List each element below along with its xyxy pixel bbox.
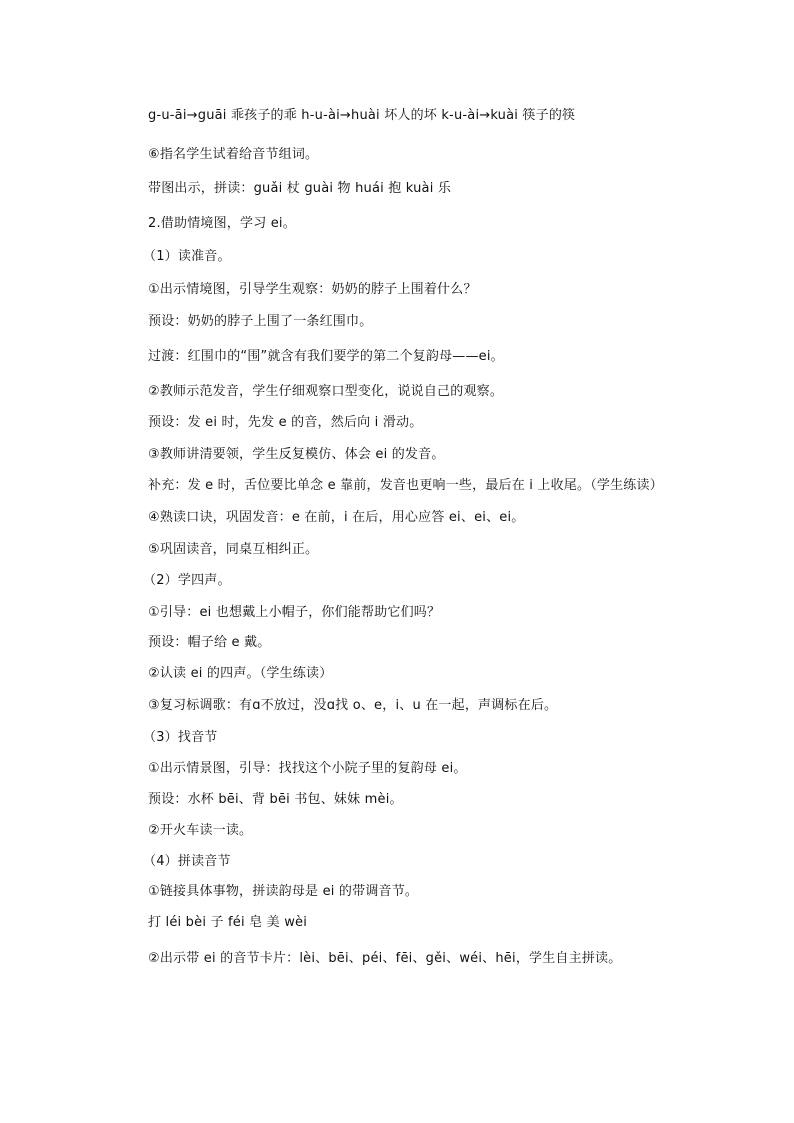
subsection-3-heading: （3）找音节 (143, 730, 218, 745)
preset-line: 预设：帽子给 e 戴。 (148, 635, 271, 650)
supplement-line: 补充：发 e 时，舌位要比单念 e 靠前，发音也更响一些，最后在 i 上收尾。（学生练读） (148, 478, 663, 493)
step-3-line: ③教师讲清要领，学生反复模仿、体会 ei 的发音。 (148, 447, 445, 462)
subsection-1-heading: （1）读准音。 (143, 249, 231, 264)
step-4-line: ④熟读口诀，巩固发音：e 在前，i 在后，用心应答 ei、ei、ei。 (148, 510, 525, 525)
preset-line: 预设：奶奶的脖子上围了一条红围巾。 (148, 314, 373, 329)
step-1-line: ①链接具体事物，拼读韵母是 ei 的带调音节。 (148, 884, 419, 899)
word-examples-line: 打 léi bèi 子 féi 皂 美 wèi (148, 915, 308, 930)
preset-line: 预设：发 ei 时，先发 e 的音，然后向 i 滑动。 (148, 415, 423, 430)
section-2-heading: 2.借助情境图，学习 ei。 (148, 216, 296, 231)
step-2-line: ②出示带 ei 的音节卡片：lèi、bēi、péi、fēi、gěi、wéi、hēi，学生自主拼读。 (148, 951, 622, 966)
transition-line: 过渡：红围巾的“围”就含有我们要学的第二个复韵母——ei。 (148, 349, 504, 364)
pinyin-example-line: g-u-āi→guāi 乖孩子的乖 h-u-ài→huài 坏人的坏 k-u-ài→kuài 筷子的筷 (148, 108, 576, 123)
step-1-line: ①出示情景图，引导：找找这个小院子里的复韵母 ei。 (148, 761, 467, 776)
subsection-4-heading: （4）拼读音节 (143, 854, 231, 869)
step-2-line: ②开火车读一读。 (148, 823, 253, 838)
step-2-line: ②教师示范发音，学生仔细观察口型变化，说说自己的观察。 (148, 384, 504, 399)
step-1-line: ①引导：ei 也想戴上小帽子，你们能帮助它们吗？ (148, 605, 441, 620)
step-2-line: ②认读 ei 的四声。（学生练读） (148, 666, 333, 681)
step-5-line: ⑤巩固读音，同桌互相纠正。 (148, 542, 319, 557)
subsection-2-heading: （2）学四声。 (143, 573, 231, 588)
step-1-line: ①出示情境图，引导学生观察：奶奶的脖子上围着什么？ (148, 282, 477, 297)
picture-reading-line: 带图出示，拼读：guǎi 杖 guài 物 huái 抱 kuài 乐 (148, 181, 452, 196)
preset-line: 预设：水杯 bēi、背 bēi 书包、妹妹 mèi。 (148, 792, 403, 807)
step-3-line: ③复习标调歌：有ɑ不放过，没ɑ找 o、e，i、u 在一起，声调标在后。 (148, 698, 558, 713)
step-6-line: ⑥指名学生试着给音节组词。 (148, 147, 319, 162)
